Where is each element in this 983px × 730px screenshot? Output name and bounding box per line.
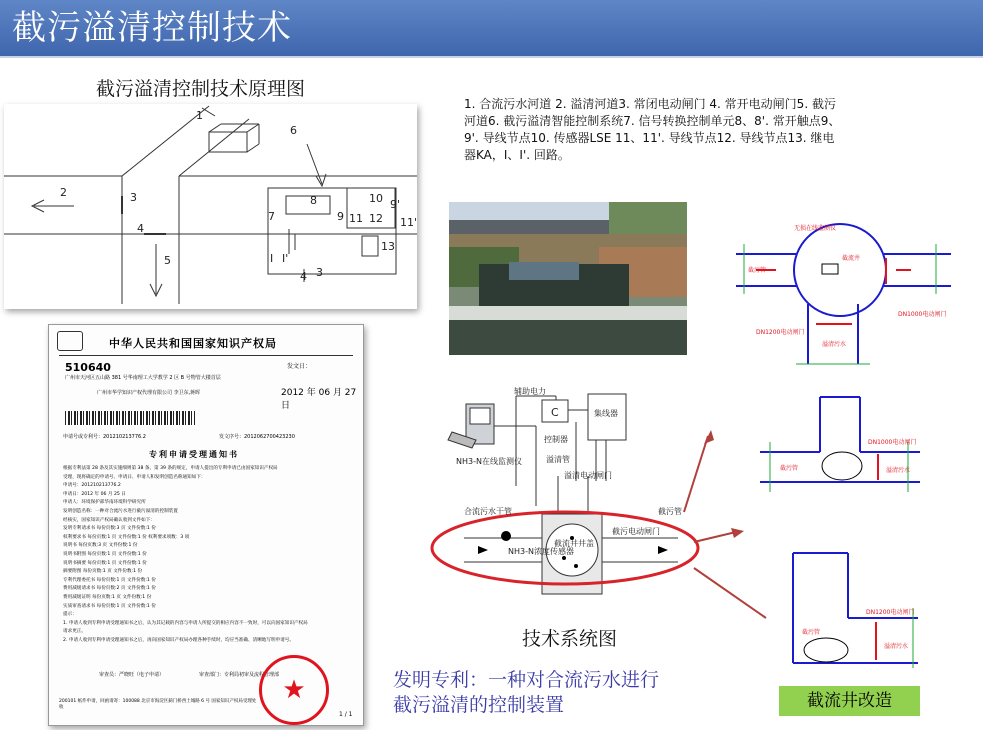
label-combined-pipe: 合流污水干管 — [464, 507, 512, 516]
patent-divider — [59, 355, 353, 356]
page-title: 截污溢清控制技术 — [12, 8, 292, 48]
svg-text:1: 1 — [196, 109, 203, 122]
label-gate-close: 溢清电动闸门 — [564, 471, 612, 480]
river-photo-svg — [449, 202, 687, 355]
patent-line: 说明书 每份页数:3 页 文件份数:1 份 — [63, 543, 138, 549]
patent-line: 申请人：环境保护部华南环境科学研究所 — [63, 500, 146, 506]
patent-date-label: 发文日： — [287, 363, 312, 370]
svg-text:I: I — [270, 252, 274, 265]
d2-label-2: 截污管 — [780, 465, 799, 472]
patent-line: 说明书附图 每份页数:1 页 文件份数:1 份 — [63, 551, 147, 557]
patent-line: 申请号：201210213776.2 — [63, 483, 121, 489]
patent-line: 申请日：2012 年 06 月 25 日 — [63, 491, 126, 497]
retrofit-diagram-3 — [788, 548, 958, 668]
patent-line: 专利代理委托书 每份页数:1 页 文件份数:1 份 — [63, 577, 156, 583]
patent-addr1: 广州市天河区五山路 381 号华南理工大学教学 2 区 B 号物管大楼首层 — [65, 375, 221, 381]
patent-line: 权利要求书 每份页数:1 页 文件份数:1 份 权利要求项数：3 项 — [63, 534, 190, 540]
title-bar — [0, 0, 983, 58]
label-monitor: NH3-N在线监测仪 — [456, 457, 522, 466]
retrofit-diagram-1 — [736, 214, 966, 374]
d3-label-0: DN1200电动闸门 — [866, 609, 915, 616]
patent-line: 费用减缓请求书 每份页数:2 页 文件份数:1 份 — [63, 586, 156, 592]
retrofit-diagram-2 — [760, 392, 960, 502]
principle-title: 截污溢清控制技术原理图 — [96, 78, 306, 100]
svg-text:8: 8 — [310, 194, 317, 207]
patent-document — [48, 324, 364, 726]
patent-clerk: 审查员：严晓旺（电子申请） — [99, 672, 165, 678]
patent-footer: 200101 纸件申请，回函请寄：100088 北京市海淀区蓟门桥西土城路 6 号 国家知识产权局受理处收 — [59, 699, 257, 710]
principle-svg — [4, 104, 417, 309]
official-seal: ★ — [259, 655, 329, 725]
patent-line: 发明专利请求书 每份页数:3 页 文件份数:1 份 — [63, 526, 156, 532]
tech-system-diagram — [426, 386, 776, 620]
label-controller: 控制器 — [544, 435, 568, 444]
svg-text:2: 2 — [60, 186, 67, 199]
d1-label-3: 溢清污水 — [822, 341, 847, 348]
patent-date: 2012 年 06 月 27 日 — [281, 388, 357, 411]
patent-serial: 发文序号：2012062700423230 — [219, 434, 295, 440]
d2-label-0: DN1000电动闸门 — [868, 439, 917, 446]
label-overflow-pipe: 溢清管 — [546, 455, 570, 464]
patent-dept: 审查部门：专利局初审及流程管理部 — [199, 672, 280, 678]
label-concentrator: 集线器 — [594, 409, 618, 418]
svg-text:11: 11 — [349, 212, 363, 225]
svg-text:3: 3 — [316, 266, 323, 279]
svg-text:7: 7 — [268, 210, 275, 223]
svg-text:9: 9 — [337, 210, 344, 223]
principle-diagram — [4, 104, 417, 309]
patent-line: 请求更正。 — [63, 629, 86, 635]
patent-code: 510640 — [65, 361, 111, 374]
invention-title: 发明专利：一种对合流污水进行截污溢清的控制装置 — [393, 669, 660, 716]
label-sensor: NH3-N浓度传感器 — [508, 547, 574, 556]
patent-page: 1 / 1 — [339, 711, 353, 718]
d1-label-5: 截流井 — [842, 255, 861, 262]
d1-label-0: 无损在线监测仪 — [794, 225, 837, 232]
river-photo — [449, 202, 687, 355]
svg-text:6: 6 — [290, 124, 297, 137]
svg-text:4: 4 — [300, 270, 307, 283]
patent-line: 1. 申请人收到专利申请受理通知书之后，认为其记载的内容与申请人所提交的相应内容不一致时，可以向国家知识产权局 — [63, 620, 308, 626]
svg-text:4: 4 — [137, 222, 144, 235]
retrofit-label: 截流井改造 — [779, 686, 920, 716]
svg-text:5: 5 — [164, 254, 171, 267]
svg-text:3: 3 — [130, 191, 137, 204]
patent-office: 中华人民共和国国家知识产权局 — [109, 337, 277, 350]
patent-heading: 专利申请受理通知书 — [149, 450, 239, 459]
svg-text:13: 13 — [381, 240, 395, 253]
patent-line: 根据专利法第 28 条及其实施细则第 38 条、第 39 条的规定，申请人提出的专利申请已由国家知识产权局 — [63, 466, 278, 471]
patent-line: 费用减缓证明 每份页数:1 页 文件份数:1 份 — [63, 594, 152, 600]
svg-text:11': 11' — [400, 216, 417, 229]
patent-line: 提示： — [63, 612, 77, 618]
patent-line: 2. 申请人收到专利申请受理通知书之后，再向国家知识产权局办理各种手续时，均应当准确、清晰地写明申请号。 — [63, 637, 294, 643]
svg-text:9': 9' — [390, 198, 401, 211]
label-intercept-pipe: 截污管 — [658, 507, 682, 516]
label-well: 截流井井盖 — [554, 539, 594, 548]
d3-label-1: 溢清污水 — [884, 643, 909, 650]
label-intercept-gate: 截污电动闸门 — [612, 527, 660, 536]
patent-line: 受理，现将确定的申请号、申请日、申请人和发明创造名称通知如下： — [63, 474, 206, 480]
patent-line: 实质审查请求书 每份页数:1 页 文件份数:1 份 — [63, 603, 156, 609]
svg-text:10: 10 — [369, 192, 383, 205]
svg-text:I': I' — [282, 252, 289, 265]
patent-body — [63, 465, 353, 645]
patent-barcode — [65, 411, 195, 425]
d1-label-2: DN1200电动闸门 — [756, 329, 805, 336]
d3-label-2: 截污管 — [802, 629, 821, 636]
d1-label-4: 截污管 — [748, 267, 767, 274]
patent-app-no: 申请号或专利号：201210213776.2 — [63, 434, 146, 440]
patent-logo — [57, 331, 83, 351]
computer-icon — [448, 404, 494, 448]
svg-text:12: 12 — [369, 212, 383, 225]
d1-label-1: DN1000电动闸门 — [898, 311, 947, 318]
patent-line: 经核实，国家知识产权局确认收到文件如下： — [63, 517, 155, 523]
patent-addr2: 广州市华学知识产权代理有限公司 李卫东,蒋晖 — [97, 390, 201, 396]
legend-text: 1. 合流污水河道 2. 溢清河道3. 常闭电动闸门 4. 常开电动闸门5. 截污河道6. 截污溢清智能控制系统7. 信号转换控制单元8、8'. 常开触点9、9'. 导线节点10. 传感器LSE 11、11'. 导线节点12. 导线节点13. 继电器KA，I、I'. 回路。 — [464, 97, 841, 162]
label-c: C — [551, 406, 559, 419]
d2-label-1: 溢清污水 — [886, 467, 911, 474]
patent-line: 摘要附图 每份页数:1 页 文件份数:1 份 — [63, 569, 143, 575]
tech-system-caption: 技术系统图 — [522, 628, 618, 650]
patent-line: 发明创造名称：一种对合流污水进行截污溢清的控制装置 — [63, 508, 178, 514]
label-aux-power: 辅助电力 — [514, 387, 546, 396]
patent-line: 说明书摘要 每份页数:1 页 文件份数:1 份 — [63, 560, 147, 566]
